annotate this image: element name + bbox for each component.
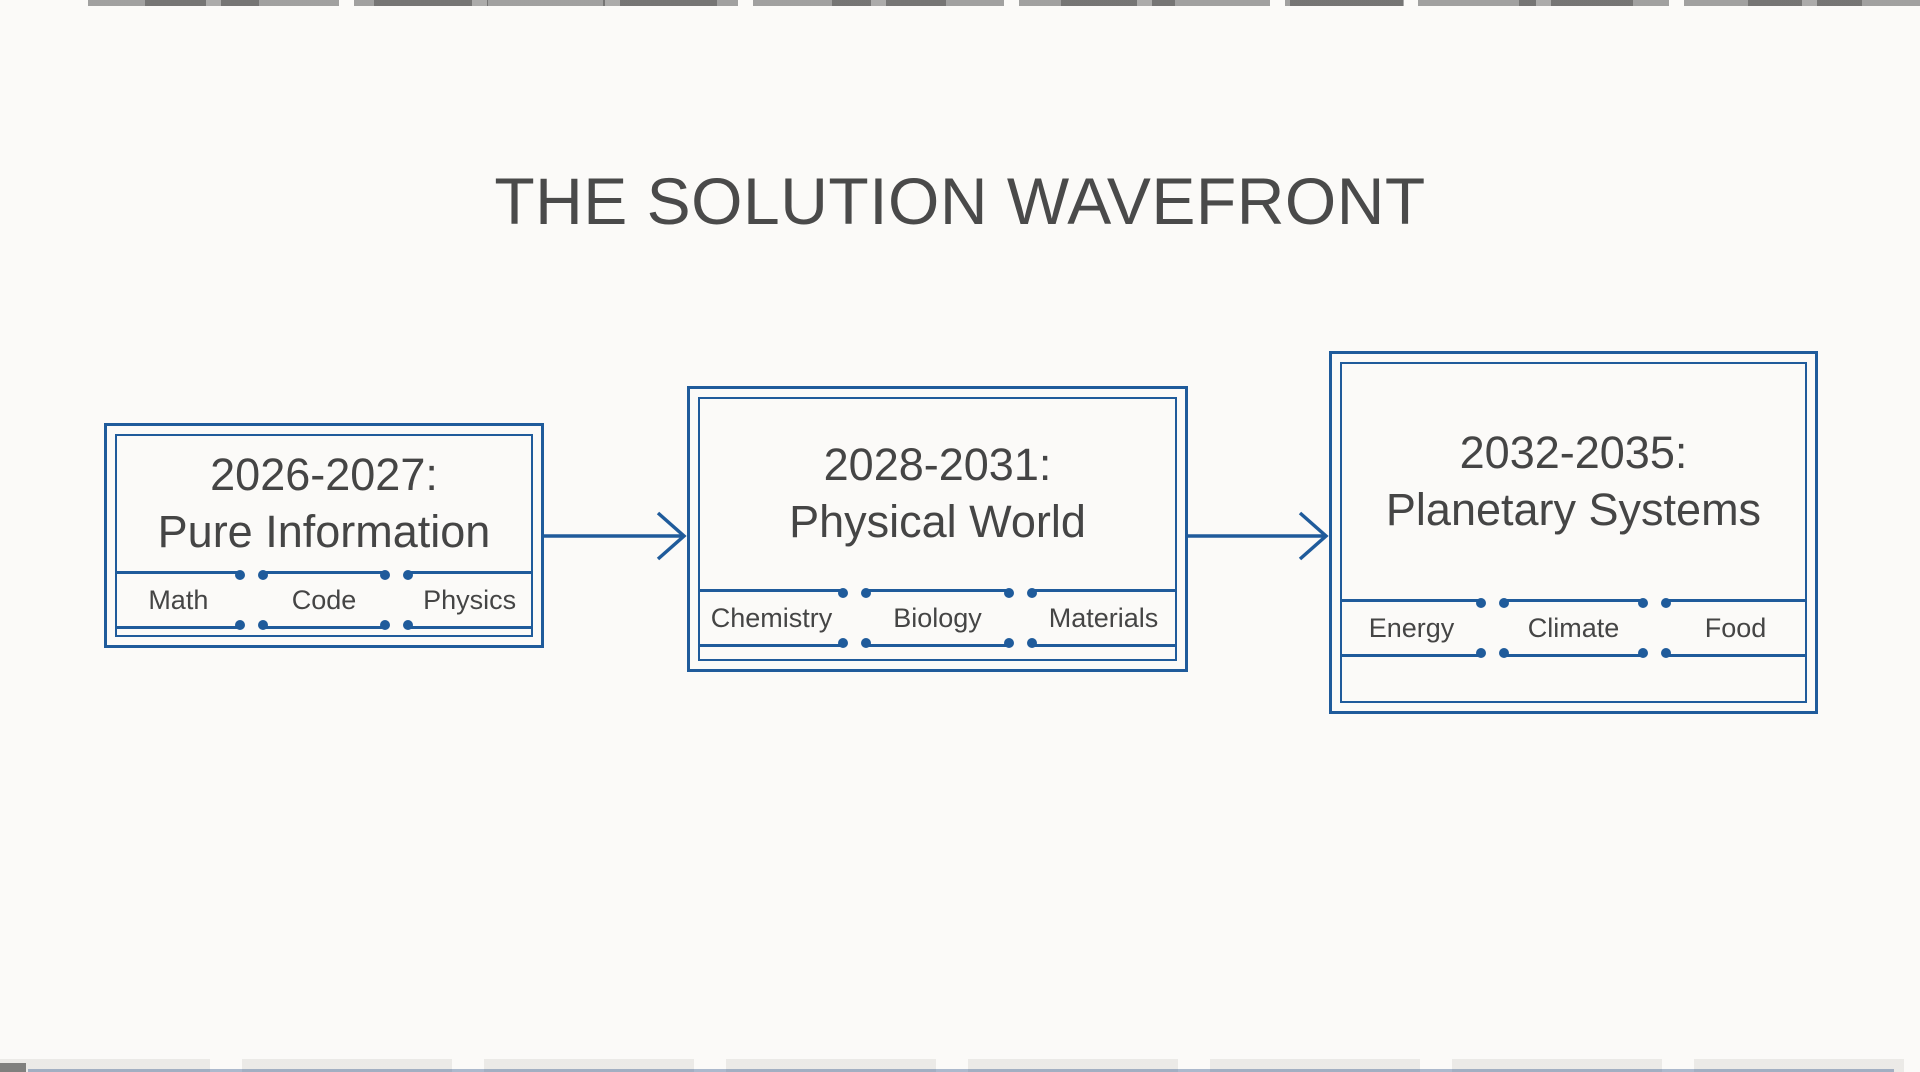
connector-dot bbox=[1027, 638, 1037, 648]
bottom-left-mark bbox=[0, 1063, 26, 1072]
tag-label: Math bbox=[148, 584, 209, 615]
stage-name: Physical World bbox=[789, 496, 1086, 547]
page-title: THE SOLUTION WAVEFRONT bbox=[494, 164, 1426, 238]
flow-arrow-2 bbox=[1188, 504, 1329, 568]
stage-box-planetary-systems bbox=[1329, 351, 1818, 714]
connector-dot bbox=[1499, 648, 1509, 658]
stage-years: 2032-2035: bbox=[1459, 426, 1688, 478]
connector-dot bbox=[258, 620, 268, 630]
tag-label: Energy bbox=[1368, 612, 1455, 643]
tag-label: Climate bbox=[1527, 612, 1620, 643]
tag-label: Materials bbox=[1048, 602, 1159, 633]
tag-cell-biology bbox=[866, 589, 1009, 647]
stage-tag-row bbox=[1342, 599, 1805, 657]
stage-years: 2026-2027: bbox=[210, 448, 438, 500]
connector-dot bbox=[1661, 648, 1671, 658]
stage-box-pure-information bbox=[104, 423, 544, 648]
connector-dot bbox=[838, 638, 848, 648]
stage-name: Planetary Systems bbox=[1385, 483, 1762, 535]
stage-bottom-spacer bbox=[1342, 657, 1805, 701]
stage-title-zone bbox=[117, 436, 531, 571]
connector-dot bbox=[1499, 598, 1509, 608]
connector-dot bbox=[861, 588, 871, 598]
stage-box-physical-world bbox=[687, 386, 1188, 672]
tag-cell-materials bbox=[1032, 589, 1175, 647]
tag-label: Physics bbox=[423, 584, 517, 615]
tag-label: Code bbox=[291, 584, 357, 615]
connector-dot bbox=[235, 570, 245, 580]
stage-tag-row bbox=[700, 589, 1175, 647]
stage-inner-frame bbox=[115, 434, 533, 637]
top-edge-artifact bbox=[88, 0, 1920, 6]
stage-inner-frame bbox=[698, 397, 1177, 661]
stage-years: 2028-2031: bbox=[823, 439, 1052, 491]
tag-label: Biology bbox=[893, 602, 982, 633]
stage-bottom-spacer bbox=[700, 647, 1175, 659]
tag-cell-food bbox=[1666, 599, 1805, 657]
connector-dot bbox=[1638, 598, 1648, 608]
connector-dot bbox=[235, 620, 245, 630]
stage-inner-frame bbox=[1340, 362, 1807, 703]
connector-dot bbox=[380, 570, 390, 580]
connector-dot bbox=[1004, 638, 1014, 648]
tag-label: Food bbox=[1704, 612, 1767, 643]
connector-dot bbox=[1638, 648, 1648, 658]
stage-name: Pure Information bbox=[157, 505, 491, 557]
tag-cell-physics bbox=[408, 571, 531, 629]
tag-label: Chemistry bbox=[710, 602, 833, 633]
flow-arrow-1 bbox=[544, 504, 687, 568]
tag-cell-climate bbox=[1504, 599, 1643, 657]
tag-cell-math bbox=[117, 571, 240, 629]
connector-dot bbox=[861, 638, 871, 648]
tag-cell-energy bbox=[1342, 599, 1481, 657]
connector-dot bbox=[1661, 598, 1671, 608]
stage-title-zone bbox=[700, 399, 1175, 589]
connector-dot bbox=[1476, 598, 1486, 608]
connector-dot bbox=[1476, 648, 1486, 658]
stage-bottom-spacer bbox=[117, 629, 531, 635]
connector-dot bbox=[403, 570, 413, 580]
tag-cell-chemistry bbox=[700, 589, 843, 647]
connector-dot bbox=[403, 620, 413, 630]
connector-dot bbox=[258, 570, 268, 580]
connector-dot bbox=[1004, 588, 1014, 598]
connector-dot bbox=[1027, 588, 1037, 598]
stage-title-zone bbox=[1342, 364, 1805, 599]
stage-tag-row bbox=[117, 571, 531, 629]
tag-cell-code bbox=[263, 571, 386, 629]
connector-dot bbox=[838, 588, 848, 598]
